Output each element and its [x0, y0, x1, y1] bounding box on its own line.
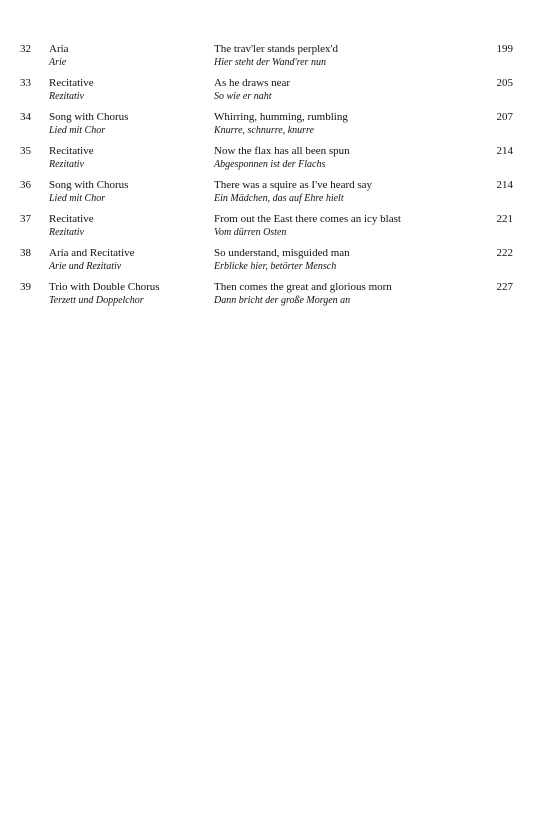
movement-title-german: Dann bricht der große Morgen an [214, 295, 351, 306]
toc-entry [0, 281, 560, 315]
movement-type-german: Lied mit Chor [49, 125, 106, 136]
movement-type-english: Aria and Recitative [49, 247, 135, 259]
movement-type [49, 247, 204, 273]
movement-type-german: Rezitativ [49, 227, 84, 238]
page-number: 214 [496, 179, 513, 191]
movement-title [214, 179, 469, 205]
movement-title [214, 43, 469, 69]
entry-number: 33 [20, 77, 31, 89]
page-number: 221 [496, 213, 513, 225]
toc-entry [0, 43, 560, 77]
movement-type-german: Rezitativ [49, 159, 84, 170]
movement-type-german: Arie [49, 57, 67, 68]
movement-title-german: Abgesponnen ist der Flachs [214, 159, 326, 170]
movement-type-english: Trio with Double Chorus [49, 281, 160, 293]
movement-title [214, 213, 469, 239]
page-number: 222 [496, 247, 513, 259]
toc-entry [0, 111, 560, 145]
movement-type [49, 213, 204, 239]
movement-type-english: Recitative [49, 213, 94, 225]
toc-entry [0, 145, 560, 179]
toc-entry [0, 247, 560, 281]
movement-title-german: Erblicke hier, betörter Mensch [214, 261, 337, 272]
movement-type-german: Rezitativ [49, 91, 84, 102]
movement-type [49, 77, 204, 103]
entry-number: 39 [20, 281, 31, 293]
movement-title-english: The trav'ler stands perplex'd [214, 43, 339, 55]
movement-title-english: There was a squire as I've heard say [214, 179, 373, 191]
movement-type-english: Song with Chorus [49, 179, 129, 191]
movement-title-english: From out the East there comes an icy blast [214, 213, 401, 225]
entry-number: 34 [20, 111, 31, 123]
toc-entry [0, 179, 560, 213]
entry-number: 35 [20, 145, 31, 157]
movement-type [49, 43, 204, 69]
movement-title-english: Now the flax has all been spun [214, 145, 350, 157]
movement-type-german: Terzett und Doppelchor [49, 295, 144, 306]
movement-title-german: Knurre, schnurre, knurre [214, 125, 314, 136]
toc-entry [0, 213, 560, 247]
page-number: 199 [496, 43, 513, 55]
table-of-contents [0, 43, 560, 315]
entry-number: 32 [20, 43, 31, 55]
page-number: 227 [496, 281, 513, 293]
entry-number: 37 [20, 213, 31, 225]
movement-title-english: Then comes the great and glorious morn [214, 281, 392, 293]
movement-type-english: Recitative [49, 145, 94, 157]
movement-type-english: Aria [49, 43, 69, 55]
movement-title [214, 77, 469, 103]
movement-title-german: Hier steht der Wand'rer nun [214, 57, 326, 68]
entry-number: 38 [20, 247, 31, 259]
page-number: 205 [496, 77, 513, 89]
movement-title-english: Whirring, humming, rumbling [214, 111, 348, 123]
movement-type [49, 281, 204, 307]
movement-title [214, 247, 469, 273]
movement-type-english: Song with Chorus [49, 111, 129, 123]
movement-title-english: So understand, misguided man [214, 247, 350, 259]
toc-entry [0, 77, 560, 111]
movement-type-german: Lied mit Chor [49, 193, 106, 204]
movement-title [214, 145, 469, 171]
entry-number: 36 [20, 179, 31, 191]
page-number: 207 [496, 111, 513, 123]
movement-type [49, 111, 204, 137]
movement-title-german: So wie er naht [214, 91, 272, 102]
movement-type-german: Arie und Rezitativ [49, 261, 122, 272]
movement-title-german: Ein Mädchen, das auf Ehre hielt [214, 193, 344, 204]
movement-title-english: As he draws near [214, 77, 291, 89]
movement-type [49, 145, 204, 171]
movement-type-english: Recitative [49, 77, 94, 89]
movement-type [49, 179, 204, 205]
movement-title [214, 281, 469, 307]
movement-title [214, 111, 469, 137]
page-number: 214 [496, 145, 513, 157]
movement-title-german: Vom dürren Osten [214, 227, 287, 238]
